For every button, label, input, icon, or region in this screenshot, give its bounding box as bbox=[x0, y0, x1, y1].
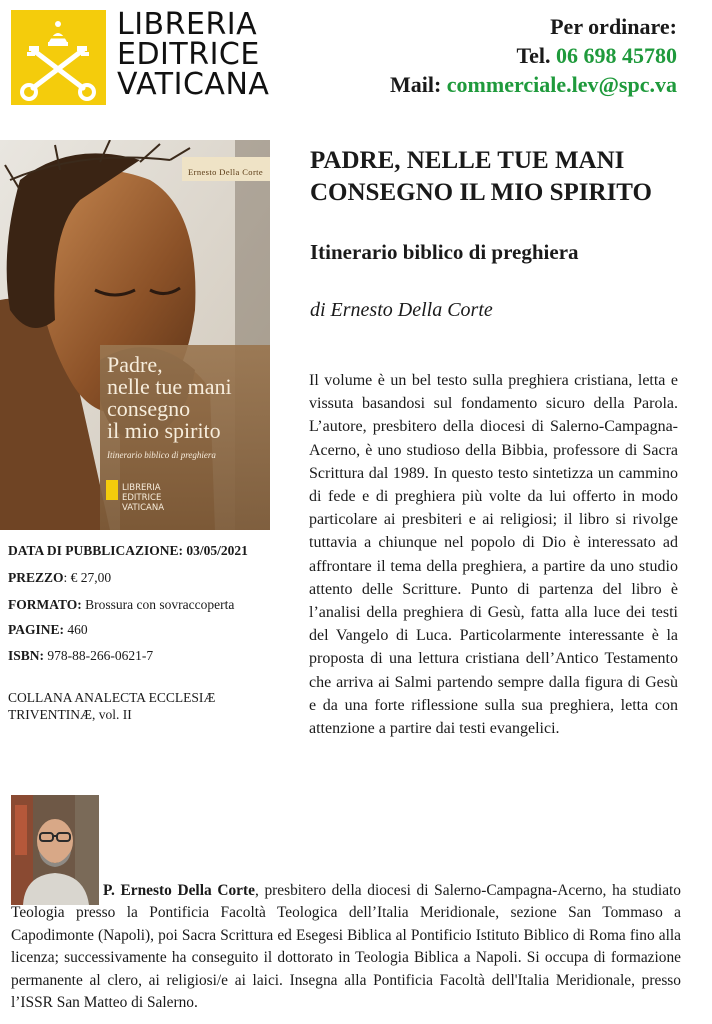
isbn-label: ISBN: bbox=[8, 648, 45, 663]
cover-author: Ernesto Della Corte bbox=[188, 167, 264, 177]
pub-date-label: DATA DI PUBBLICAZIONE: bbox=[8, 543, 184, 558]
lev-logo-emblem bbox=[11, 10, 106, 105]
pages bbox=[8, 622, 88, 638]
price bbox=[8, 570, 111, 586]
mail-label: Mail: bbox=[389, 72, 442, 97]
bio-text: , presbitero della diocesi di Salerno-Campagna-Acerno, ha studiato Teologia presso la Pontificia Facoltà Teologica dell’Italia Meridionale, sezione San Tommaso a Capodimonte (Napoli), poi Sacra Scrittura ed Esegesi Biblica al Pontificio Istituto Biblico di Roma fino alla licenza; successivamente ha conseguito il dottorato in Teologia Biblica a Napoli. Si occupa di formazione permanente al clero, ai religiosi/e ai laici. Insegna alla Pontificia Facoltà dell'Italia Meridionale, presso l’ISSR San Matteo di Salerno. bbox=[11, 882, 682, 1012]
wordmark-line-1: LIBRERIA bbox=[117, 7, 258, 42]
cover-title-line: nelle tue mani bbox=[107, 374, 232, 399]
book-title: PADRE, NELLE TUE MANI CONSEGNO IL MIO SPIRITO bbox=[310, 147, 652, 206]
book-cover bbox=[0, 140, 270, 530]
mail-line bbox=[390, 70, 677, 99]
cover-title-line: il mio spirito bbox=[107, 418, 221, 443]
order-heading: Per ordinare: bbox=[550, 14, 677, 39]
book-author: di Ernesto Della Corte bbox=[310, 299, 493, 321]
pages-value: 460 bbox=[67, 622, 88, 637]
isbn bbox=[8, 648, 153, 664]
publication-date bbox=[8, 543, 248, 559]
wordmark-line-2: EDITRICE bbox=[117, 37, 260, 72]
book-description: Il volume è un bel testo sulla preghiera cristiana, letta e vissuta basandosi sul fondamento sicuro della Parola. L’autore, presbitero della diocesi di Salerno-Campagna-Acerno, è uno studioso della Bibbia, professore di Sacra Scrittura dal 1989. In questo testo sintetizza un cammino di fede e di preghiera più volte da lui offerto in modo particolare ai presbiteri e ai religiosi; il libro si rivolge tuttavia a chiunque nel popolo di Dio è interessato ad affrontare il tema della preghiera, a partire da uno studio attento delle Scritture. Punto di partenza del libro è l’analisi della preghiera di Gesù, fatta alla luce dei testi del Vangelo di Luca. Particolarmente interessante è la proposta di una lettura cristiana dell’Antico Testamento che arriva ai Salmi partendo sempre dalla figura di Gesù e da una forte riflessione sulla sua preghiera, letta con attenzione a partire dai testi evangelici. bbox=[309, 372, 678, 738]
format bbox=[8, 597, 234, 613]
tel-number[interactable]: 06 698 45780 bbox=[556, 43, 677, 68]
mail-address[interactable]: commerciale.lev@spc.va bbox=[446, 72, 677, 97]
wordmark-line-3: VATICANA bbox=[117, 67, 270, 102]
pub-date-value: 03/05/2021 bbox=[186, 543, 248, 558]
cover-publisher-line: VATICANA bbox=[122, 503, 165, 513]
author-bio bbox=[11, 880, 681, 1014]
cover-title-line: consegno bbox=[107, 396, 191, 421]
cover-publisher-line: EDITRICE bbox=[122, 493, 162, 503]
cover-publisher-line: LIBRERIA bbox=[122, 483, 161, 493]
keys-tiara-icon bbox=[11, 10, 106, 105]
book-subtitle: Itinerario biblico di preghiera bbox=[310, 240, 579, 264]
tel-label: Tel. bbox=[516, 43, 551, 68]
lev-wordmark bbox=[117, 7, 270, 102]
crucifix-image bbox=[0, 140, 270, 530]
price-value: : € 27,00 bbox=[63, 570, 112, 585]
isbn-value: 978-88-266-0621-7 bbox=[47, 648, 154, 663]
series: COLLANA ANALECTA ECCLESIÆ TRIVENTINÆ, vol. II bbox=[8, 690, 216, 722]
bio-author-name: P. Ernesto Della Corte bbox=[103, 882, 255, 899]
cover-subtitle: Itinerario biblico di preghiera bbox=[107, 450, 216, 460]
price-label: PREZZO bbox=[8, 570, 64, 585]
cover-title-line: Padre, bbox=[107, 352, 163, 377]
cover-publisher bbox=[122, 483, 164, 513]
format-value: Brossura con sovraccoperta bbox=[85, 597, 235, 612]
pages-label: PAGINE: bbox=[8, 622, 64, 637]
cover-title bbox=[107, 354, 232, 442]
tel-line bbox=[390, 41, 677, 70]
order-info bbox=[390, 12, 677, 99]
format-label: FORMATO: bbox=[8, 597, 82, 612]
